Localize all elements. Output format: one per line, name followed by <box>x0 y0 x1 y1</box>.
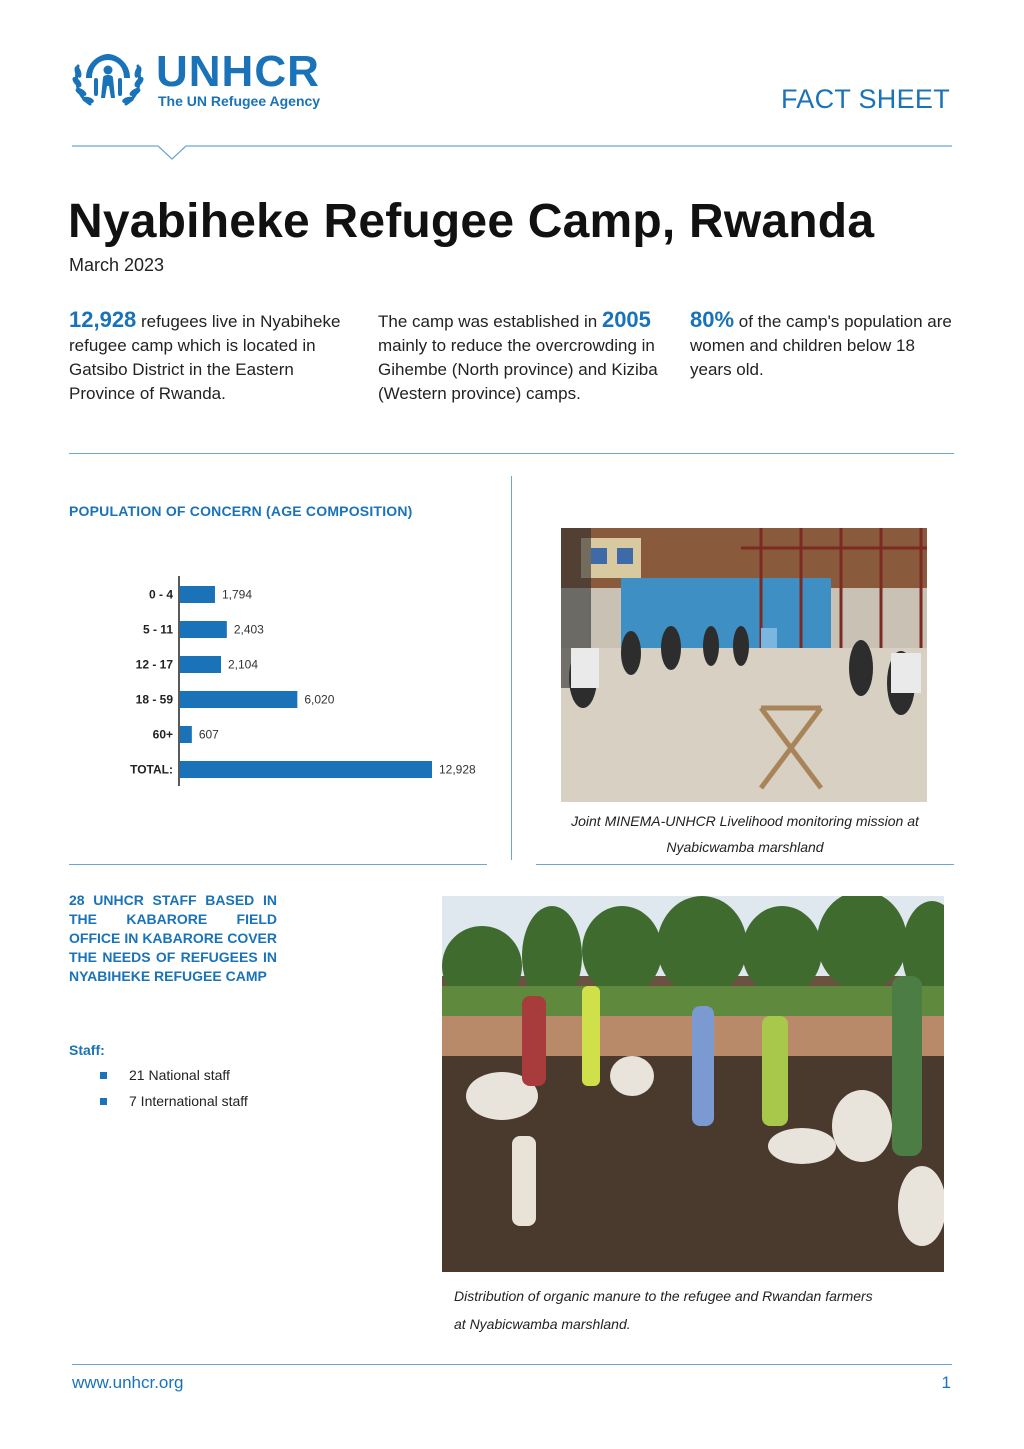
category-label: TOTAL: <box>130 762 173 777</box>
establishment-year: 2005 <box>601 307 651 332</box>
value-label: 6,020 <box>304 692 335 707</box>
refugee-count-value: 12,928 <box>69 307 137 332</box>
photo2-caption-line2: at Nyabicwamba marshland. <box>454 1316 631 1332</box>
women-children-text: of the camp's population are women and children below 18 years old. <box>690 312 952 379</box>
staff-item-label: 21 National staff <box>129 1067 230 1083</box>
page-title: Nyabiheke Refugee Camp, Rwanda <box>68 195 875 248</box>
staff-heading: 28 UNHCR STAFF BASED IN THE KABARORE FIELD OFFICE IN KABARORE COVER THE NEEDS OF REFUGEES IN NYABIHEKE REFUGEE CAMP <box>69 892 277 984</box>
photo1-caption-line1: Joint MINEMA-UNHCR Livelihood monitoring mission at <box>571 813 919 829</box>
report-date: March 2023 <box>69 255 165 275</box>
age-composition-chart <box>110 572 500 794</box>
photo1-caption-line2: Nyabicwamba marshland <box>666 839 824 855</box>
bar <box>180 586 215 603</box>
bullet-icon <box>100 1072 107 1079</box>
bar <box>180 726 192 743</box>
value-label: 2,403 <box>233 622 264 637</box>
staff-item-international <box>100 1093 248 1109</box>
bar <box>180 621 227 638</box>
photo2-caption-line1: Distribution of organic manure to the refugee and Rwandan farmers <box>454 1288 873 1304</box>
category-label: 0 - 4 <box>148 587 173 602</box>
establishment-text-before: The camp was established in <box>378 312 602 331</box>
population-section-title: POPULATION OF CONCERN (AGE COMPOSITION) <box>69 503 413 519</box>
unhcr-emblem-icon <box>72 48 144 110</box>
category-label: 5 - 11 <box>142 622 173 637</box>
women-children-percent: 80% <box>690 307 735 332</box>
value-label: 607 <box>198 727 219 742</box>
staff-label: Staff: <box>69 1042 105 1058</box>
bar <box>180 761 432 778</box>
bullet-icon <box>100 1098 107 1105</box>
column-divider <box>511 476 512 860</box>
category-label: 60+ <box>152 727 173 742</box>
population-section-bottom-rule <box>69 864 487 865</box>
staff-item-label: 7 International staff <box>129 1093 248 1109</box>
category-label: 12 - 17 <box>135 657 173 672</box>
photo-manure-distribution <box>442 896 944 1272</box>
logo-wordmark: UNHCR <box>156 47 320 96</box>
section-divider <box>69 453 954 454</box>
value-label: 1,794 <box>221 587 253 602</box>
bar <box>180 691 297 708</box>
value-label: 2,104 <box>228 657 259 672</box>
footer-website-link[interactable]: www.unhcr.org <box>72 1373 184 1392</box>
category-label: 18 - 59 <box>135 692 173 707</box>
intro-women-children <box>690 308 956 382</box>
header-divider <box>72 140 952 164</box>
photo2-caption <box>438 1282 932 1338</box>
bar <box>180 656 221 673</box>
establishment-text-after: mainly to reduce the overcrowding in Gihembe (North province) and Kiziba (Western province) camps. <box>378 336 658 403</box>
intro-establishment <box>378 308 660 406</box>
doc-type-label: FACT SHEET <box>780 84 950 114</box>
refugee-count-text: refugees live in Nyabiheke refugee camp which is located in Gatsibo District in the Eastern Province of Rwanda. <box>69 312 341 403</box>
photo-livelihood-mission <box>561 528 927 802</box>
page-number: 1 <box>941 1373 951 1392</box>
unhcr-logo <box>72 48 342 110</box>
value-label: 12,928 <box>439 762 476 777</box>
intro-refugee-count <box>69 308 359 406</box>
livelihood-mission-image <box>561 528 927 802</box>
footer-rule <box>72 1364 952 1365</box>
staff-item-national <box>100 1067 230 1083</box>
photo1-caption <box>540 808 950 860</box>
logo-subtitle: The UN Refugee Agency <box>158 93 321 109</box>
manure-distribution-image <box>442 896 944 1272</box>
photo1-bottom-rule <box>536 864 954 865</box>
